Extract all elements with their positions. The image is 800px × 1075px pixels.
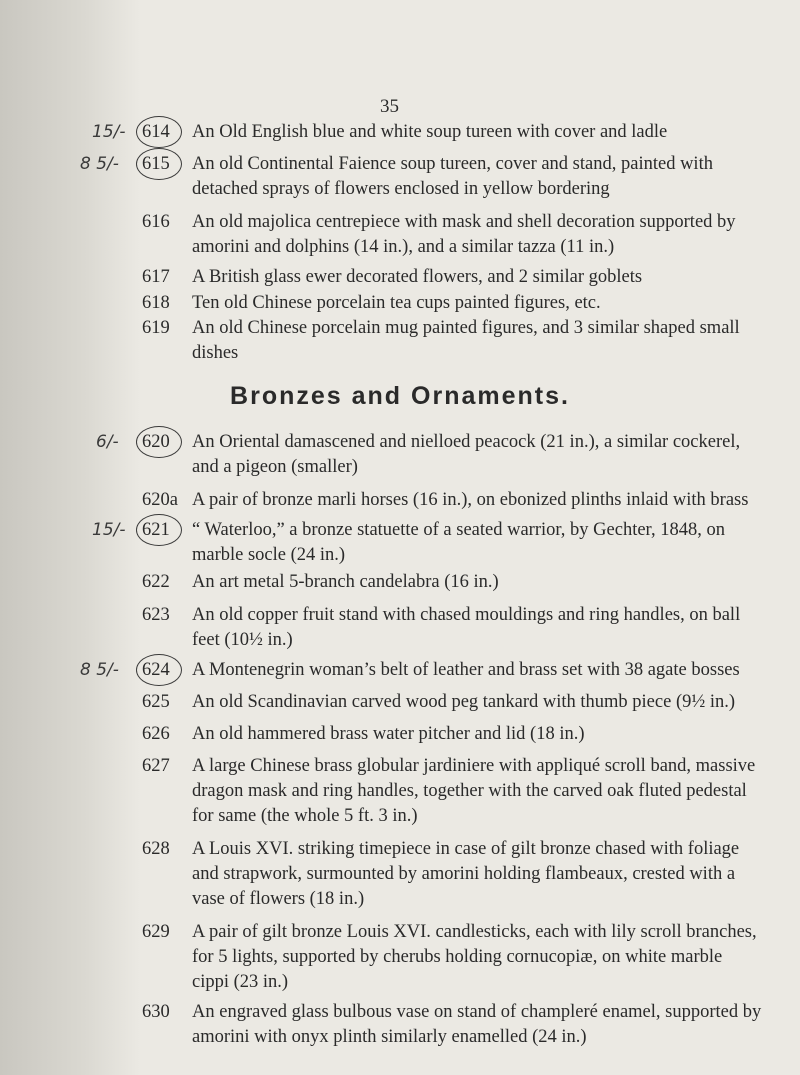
lot-625 bbox=[142, 690, 762, 715]
lot-number: 628 bbox=[142, 839, 170, 859]
handwritten-note: 15/- bbox=[92, 122, 126, 142]
lot-description: An engraved glass bulbous vase on stand of champleré enamel, supported by amorini with onyx plinth similarly enamelled (24 in.) bbox=[192, 1002, 762, 1047]
lot-number: 622 bbox=[142, 572, 170, 592]
section-heading: Bronzes and Ornaments. bbox=[230, 382, 570, 410]
lot-616 bbox=[142, 210, 762, 260]
lot-description: A pair of gilt bronze Louis XVI. candlesticks, each with lily scroll branches, for 5 lights, supported by cherubs holding cornucopiæ, on white marble cippi (23 in.) bbox=[192, 922, 757, 992]
lot-number: 623 bbox=[142, 605, 170, 625]
lot-628 bbox=[142, 837, 762, 912]
lot-624 bbox=[142, 658, 762, 683]
lot-description: An old Chinese porcelain mug painted figures, and 3 similar shaped small dishes bbox=[192, 318, 740, 363]
lot-number: 614 bbox=[142, 122, 170, 142]
handwritten-note: 8 5/- bbox=[80, 154, 119, 174]
handwritten-note: 15/- bbox=[92, 520, 126, 540]
lot-number: 619 bbox=[142, 318, 170, 338]
lot-number: 626 bbox=[142, 724, 170, 744]
lot-number: 618 bbox=[142, 293, 170, 313]
lot-617 bbox=[142, 265, 762, 290]
page-number: 35 bbox=[380, 96, 399, 117]
lot-620 bbox=[142, 430, 762, 480]
lot-description: “ Waterloo,” a bronze statuette of a seated warrior, by Gechter, 1848, on marble socle (24 in.) bbox=[192, 520, 725, 565]
lot-619 bbox=[142, 316, 762, 366]
lot-number: 629 bbox=[142, 922, 170, 942]
lot-description: A Montenegrin woman’s belt of leather and brass set with 38 agate bosses bbox=[192, 660, 740, 680]
lot-description: Ten old Chinese porcelain tea cups painted figures, etc. bbox=[192, 293, 601, 313]
lot-number: 624 bbox=[142, 660, 170, 680]
lot-description: An old Scandinavian carved wood peg tankard with thumb piece (9½ in.) bbox=[192, 692, 736, 712]
lot-621 bbox=[142, 518, 762, 568]
lot-description: An Old English blue and white soup tureen with cover and ladle bbox=[192, 122, 668, 142]
lot-description: An Oriental damascened and nielloed peacock (21 in.), a similar cockerel, and a pigeon (smaller) bbox=[192, 432, 741, 477]
lot-description: A British glass ewer decorated flowers, and 2 similar goblets bbox=[192, 267, 643, 287]
circle-mark bbox=[136, 654, 182, 686]
lot-description: An old copper fruit stand with chased mouldings and ring handles, on ball feet (10½ in.) bbox=[192, 605, 741, 650]
lot-number: 620 bbox=[142, 432, 170, 452]
lot-623 bbox=[142, 603, 762, 653]
lot-number: 630 bbox=[142, 1002, 170, 1022]
lot-618 bbox=[142, 291, 762, 316]
lot-number: 620a bbox=[142, 490, 178, 510]
lot-614 bbox=[142, 120, 762, 145]
handwritten-note: 6/- bbox=[96, 432, 119, 452]
lot-description: An old Continental Faience soup tureen, cover and stand, painted with detached sprays of flowers enclosed in yellow bordering bbox=[192, 154, 713, 199]
lot-615 bbox=[142, 152, 762, 202]
lot-description: A Louis XVI. striking timepiece in case of gilt bronze chased with foliage and strapwork, surmounted by amorini holding flambeaux, crested with a vase of flowers (18 in.) bbox=[192, 839, 740, 909]
lot-number: 615 bbox=[142, 154, 170, 174]
lot-629 bbox=[142, 920, 762, 995]
lot-626 bbox=[142, 722, 762, 747]
lot-description: A pair of bronze marli horses (16 in.), on ebonized plinths inlaid with brass bbox=[192, 490, 749, 510]
lot-627 bbox=[142, 754, 762, 829]
lot-620a bbox=[142, 488, 762, 513]
lot-number: 627 bbox=[142, 756, 170, 776]
lot-630 bbox=[142, 1000, 762, 1050]
lot-number: 625 bbox=[142, 692, 170, 712]
lot-description: An old hammered brass water pitcher and lid (18 in.) bbox=[192, 724, 585, 744]
lot-description: A large Chinese brass globular jardiniere with appliqué scroll band, massive dragon mask and ring handles, together with the carved oak fluted pedestal for same (the whole 5 ft. 3 in.) bbox=[192, 756, 756, 826]
lot-number: 621 bbox=[142, 520, 170, 540]
circle-mark bbox=[136, 426, 182, 458]
lot-description: An art metal 5-branch candelabra (16 in.) bbox=[192, 572, 499, 592]
lot-number: 616 bbox=[142, 212, 170, 232]
handwritten-note: 8 5/- bbox=[80, 660, 119, 680]
circle-mark bbox=[136, 148, 182, 180]
circle-mark bbox=[136, 514, 182, 546]
circle-mark bbox=[136, 116, 182, 148]
lot-description: An old majolica centrepiece with mask and shell decoration supported by amorini and dolphins (14 in.), and a similar tazza (11 in.) bbox=[192, 212, 736, 257]
lot-number: 617 bbox=[142, 267, 170, 287]
lot-622 bbox=[142, 570, 762, 595]
